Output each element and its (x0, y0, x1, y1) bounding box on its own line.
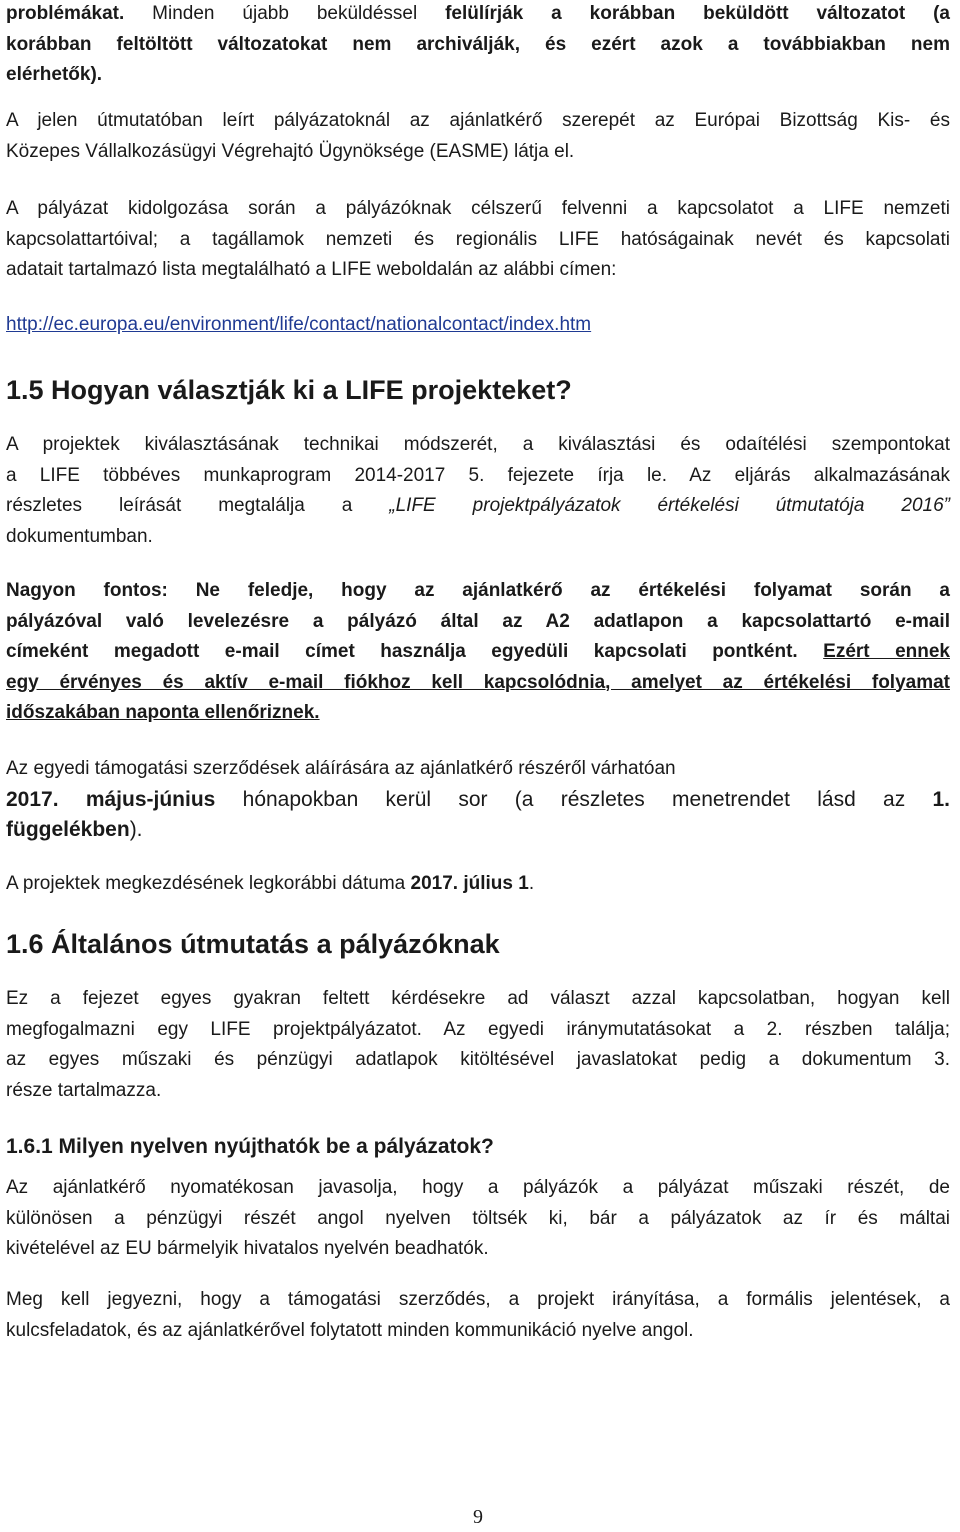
page-number: 9 (473, 1506, 483, 1528)
heading-1-6-1: 1.6.1 Milyen nyelven nyújthatók be a pályázatok? (6, 1135, 494, 1158)
national-contact-link[interactable]: http://ec.europa.eu/environment/life/contact/nationalcontact/index.htm (6, 314, 592, 335)
paragraph-easme: A jelen útmutatóban leírt pályázatoknál az ajánlatkérő szerepét az Európai Bizottság Kis- és Közepes Vállalkozásügyi Végrehajtó Ügynöksége (EASME) látja el. (6, 110, 950, 162)
national-contact-link-line (6, 310, 950, 341)
paragraph-national-contacts: A pályázat kidolgozása során a pályázóknak célszerű felvenni a kapcsolatot a LIFE nemzeti kapcsolattartóival; a tagállamok nemzeti és regionális LIFE hatóságainak nevét és kapcsolati adatait tartalmazó lista megtalálható a LIFE weboldalán az alábbi címen: (6, 198, 950, 280)
paragraph-general-guidance: Ez a fejezet egyes gyakran feltett kérdésekre ad választ azzal kapcsolatban, hogyan kell megfogalmazni egy LIFE projektpályázatot. Az egyedi iránymutatásokat a 2. részben találja; az egyes műszaki és pénzügyi adatlapok kitöltésével javaslatokat pedig a dokumentum 3. része tartalmazza. (6, 988, 950, 1101)
paragraph-english-language: Meg kell jegyezni, hogy a támogatási szerződés, a projekt irányítása, a formális jelentések, a kulcsfeladatok, és az ajánlatkérővel folytatott minden kommunikáció nyelve angol. (6, 1289, 950, 1341)
heading-1-5: 1.5 Hogyan választják ki a LIFE projekteket? (6, 375, 572, 405)
heading-1-6: 1.6 Általános útmutatás a pályázóknak (6, 929, 500, 959)
paragraph-language: Az ajánlatkérő nyomatékosan javasolja, hogy a pályázók a pályázat műszaki részét, de különösen a pénzügyi részét angol nyelven töltsék ki, bár a pályázatok az ír és máltai kivételével az EU bármelyik hivatalos nyelvén beadhatók. (6, 1177, 950, 1259)
paragraph-submission-warning: problémákat. Minden újabb beküldéssel felülírják a korábban beküldött változatot (a korábban feltöltött változatokat nem archiválják, és ezért azok a továbbiakban nem elérhetők). (6, 3, 951, 85)
paragraph-grant-signature: Az egyedi támogatási szerződések aláírására az ajánlatkérő részéről várhatóan 2017. május-június hónapokban kerül sor (a részletes menetrendet lásd az 1. függelékben). (6, 758, 950, 841)
paragraph-selection-method: A projektek kiválasztásának technikai módszerét, a kiválasztási és odaítélési szempontokat a LIFE többéves munkaprogram 2014-2017 5. fejezete írja le. Az eljárás alkalmazásának részletes leírását megtalálja a „LIFE projektpályázatok értékelési útmutatója 2016” dokumentumban. (6, 434, 951, 547)
paragraph-very-important: Nagyon fontos: Ne feledje, hogy az ajánlatkérő az értékelési folyamat során a pályázóval való levelezésre a pályázó által az A2 adatlapon a kapcsolattartó e-mail címeként megadott e-mail címet használja egyedüli kapcsolati pontként. Ezért ennek egy érvényes és aktív e-mail fiókhoz kell kapcsolódnia, amelyet az értékelési folyamat időszakában naponta ellenőriznek. (6, 580, 950, 723)
paragraph-start-date: A projektek megkezdésének legkorábbi dátuma 2017. július 1. (6, 873, 535, 894)
